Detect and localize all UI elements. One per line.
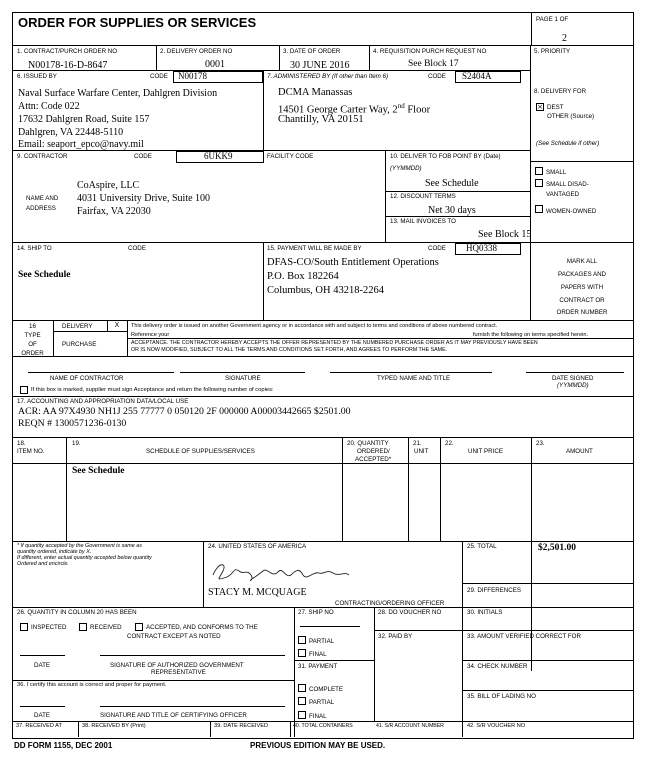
do-voucher-label: 28. DO VOUCHER NO <box>378 609 442 616</box>
small-disadvantaged-checkbox[interactable] <box>535 179 543 187</box>
officer-title: CONTRACTING/ORDERING OFFICER <box>335 600 445 607</box>
women-owned-checkbox[interactable] <box>535 205 543 213</box>
schedule-body: See Schedule <box>72 466 125 476</box>
block16-num: 16 <box>29 323 36 330</box>
delivery-note: (See Schedule if other) <box>536 140 600 147</box>
block16-order: ORDER <box>21 350 44 357</box>
final-label-31: FINAL <box>309 713 327 720</box>
schedule-num: 19. <box>72 440 81 447</box>
block16-furnish: furnish the following on terms specified herein. <box>473 332 589 338</box>
ship-to-label: 14. SHIP TO <box>17 245 52 252</box>
received-label: RECEIVED <box>90 624 122 631</box>
item-no-num: 18. <box>17 440 26 447</box>
check-number-label: 34. CHECK NUMBER <box>467 663 528 670</box>
small-checkbox[interactable] <box>535 167 543 175</box>
issued-by-line-5: Email: seaport_epco@navy.mil <box>18 139 144 150</box>
payment-line-3: Columbus, OH 43218-2264 <box>267 285 384 296</box>
officer-signature <box>205 553 355 587</box>
mark-all-line-4: CONTRACT OR <box>559 297 605 304</box>
block16-delivery: DELIVERY <box>62 323 93 330</box>
administered-by-line-1: DCMA Manassas <box>278 87 353 98</box>
delivery-order-value: 0001 <box>205 59 225 70</box>
inspected-label: INSPECTED <box>31 624 67 631</box>
mark-all-line-2: PACKAGES AND <box>557 271 607 278</box>
footer-edition-note: PREVIOUS EDITION MAY BE USED. <box>250 741 386 750</box>
quantity-label-2: ORDERED/ <box>357 448 390 455</box>
accounting-label: 17. ACCOUNTING AND APPROPRIATION DATA/LOCAL USE <box>17 398 189 405</box>
inspected-checkbox[interactable] <box>20 623 28 631</box>
issued-by-code-label: CODE <box>150 73 168 80</box>
administered-by-line-2: 14501 George Carter Way, 2nd Floor <box>278 102 431 116</box>
contract-number-value: N00178-16-D-8647 <box>28 60 108 71</box>
mark-all-line-5: ORDER NUMBER <box>556 309 608 316</box>
partial-checkbox-31[interactable] <box>298 697 306 705</box>
dest-label: DEST <box>547 104 564 111</box>
accounting-line-2: REQN # 1300571236-0130 <box>18 418 127 429</box>
issued-by-line-2: Attn: Code 022 <box>18 101 80 112</box>
date-signed-label: DATE SIGNED <box>552 375 594 382</box>
requisition-value: See Block 17 <box>408 59 459 69</box>
accepted-label-1: ACCEPTED, AND CONFORMS TO THE <box>146 624 258 631</box>
footer-form-id: DD FORM 1155, DEC 2001 <box>14 741 113 750</box>
qty-note-1: * If quantity accepted by the Government is same as <box>17 543 142 549</box>
contractor-code: 6UKK9 <box>204 151 233 161</box>
facility-code-label: FACILITY CODE <box>267 153 314 160</box>
discount-terms-value: Net 30 days <box>428 205 476 216</box>
mark-all-line-1: MARK ALL <box>566 258 598 265</box>
contractor-code-label: CODE <box>134 153 152 160</box>
block16-acceptance-1: ACCEPTANCE. THE CONTRACTOR HEREBY ACCEPTS THE OFFER REPRESENTED BY THE NUMBERED PURCHASE ORDER AS IT MAY PREVIOUSLY HAVE BEEN <box>131 340 538 346</box>
return-copies-checkbox[interactable] <box>20 386 28 394</box>
requisition-label: 4. REQUISITION PURCH REQUEST NO <box>373 48 487 55</box>
sig-title-label: SIGNATURE AND TITLE OF CERTIFYING OFFICER <box>100 712 247 719</box>
mail-invoices-value: See Block 15 <box>478 229 532 240</box>
total-containers-label: 40. TOTAL CONTAINERS <box>293 723 353 729</box>
accepted-label-2: CONTRACT EXCEPT AS NOTED <box>127 633 221 640</box>
date-label-36: DATE <box>34 712 51 719</box>
final-checkbox-31[interactable] <box>298 711 306 719</box>
item-no-label: ITEM NO. <box>17 448 45 455</box>
contractor-line-3: Fairfax, VA 22030 <box>77 206 151 217</box>
deliver-to-label: 10. DELIVER TO FOB POINT BY (Date) <box>390 153 501 160</box>
mark-all-line-3: PAPERS WITH <box>560 284 604 291</box>
block16-type: TYPE <box>24 332 41 339</box>
amount-num: 23. <box>536 440 545 447</box>
date-label-26: DATE <box>34 662 51 669</box>
quantity-label-3: ACCEPTED* <box>355 456 392 463</box>
payment-line-2: P.O. Box 182264 <box>267 271 339 282</box>
paid-by-label: 32. PAID BY <box>378 633 413 640</box>
unit-price-label: UNIT PRICE <box>468 448 503 455</box>
differences-label: 29. DIFFERENCES <box>467 587 521 594</box>
ship-to-value: See Schedule <box>18 270 71 280</box>
received-at-label: 37. RECEIVED AT <box>16 723 62 729</box>
small-disadvantaged-label-1: SMALL DISAD- <box>546 181 589 188</box>
quantity-label-1: 20. QUANTITY <box>347 440 389 447</box>
block16-purchase: PURCHASE <box>62 341 97 348</box>
officer-name: STACY M. MCQUAGE <box>208 587 307 598</box>
payment-line-1: DFAS-CO/South Entitlement Operations <box>267 257 439 268</box>
schedule-label: SCHEDULE OF SUPPLIES/SERVICES <box>146 448 255 455</box>
unit-price-num: 22. <box>445 440 454 447</box>
certify-label: 36. I certify this account is correct and proper for payment. <box>17 682 167 688</box>
deliver-to-sub: (YYMMDD) <box>390 165 422 172</box>
accounting-line-1: ACR: AA 97X4930 NH1J 255 77777 0 050120 2F 000000 A00003442665 $2501.00 <box>18 406 351 417</box>
payment-code-label: CODE <box>428 245 446 252</box>
qty-note-2: quantity ordered, indicate by X. <box>17 549 92 555</box>
amount-verified-label: 33. AMOUNT VERIFIED CORRECT FOR <box>467 633 581 640</box>
received-by-label: 38. RECEIVED BY (Print) <box>82 723 146 729</box>
contractor-line-2: 4031 University Drive, Suite 100 <box>77 193 211 204</box>
received-checkbox[interactable] <box>79 623 87 631</box>
administered-by-label: 7. ADMINISTERED BY (If other than Item 6) <box>267 73 389 80</box>
accepted-checkbox[interactable] <box>135 623 143 631</box>
sig-auth-label-2: REPRESENTATIVE <box>151 669 206 676</box>
discount-terms-label: 12. DISCOUNT TERMS <box>390 193 456 200</box>
administered-by-code: S2404A <box>462 71 492 81</box>
partial-checkbox-27[interactable] <box>298 636 306 644</box>
delivery-order-label: 2. DELIVERY ORDER NO <box>160 48 233 55</box>
typed-name-label: TYPED NAME AND TITLE <box>377 375 451 382</box>
qty-note-3: If different, enter actual quantity accepted below quantity <box>17 555 152 561</box>
date-of-order-value: 30 JUNE 2016 <box>290 60 350 71</box>
mail-invoices-label: 13. MAIL INVOICES TO <box>390 218 456 225</box>
complete-checkbox[interactable] <box>298 684 306 692</box>
name-of-contractor-label: NAME OF CONTRACTOR <box>50 375 124 382</box>
issued-by-code: N00178 <box>178 71 207 81</box>
qty-note-4: Ordered and encircle. <box>17 561 69 567</box>
signature-label: SIGNATURE <box>225 375 261 382</box>
bill-of-lading-label: 35. BILL OF LADING NO <box>467 693 536 700</box>
final-label-27: FINAL <box>309 651 327 658</box>
small-disadvantaged-label-2: VANTAGED <box>546 191 580 198</box>
deliver-to-value: See Schedule <box>425 178 479 189</box>
form-title: ORDER FOR SUPPLIES OR SERVICES <box>18 15 257 30</box>
page-label: PAGE 1 OF <box>536 16 569 23</box>
block16-x-mark: X <box>114 322 120 329</box>
unit-label: UNIT <box>414 448 429 455</box>
contractor-line-1: CoAspire, LLC <box>77 180 140 191</box>
name-and-label: NAME AND <box>26 195 59 202</box>
priority-label: 5. PRIORITY <box>534 48 571 55</box>
return-copies-label: If this box is marked, supplier must sign Acceptance and return the following number of copies: <box>31 387 274 393</box>
block16-acceptance-2: OR IS NOW MODIFIED, SUBJECT TO ALL THE TERMS AND CONDITIONS SET FORTH, AND AGREES TO PERFORM THE SAME. <box>131 347 448 353</box>
address-label: ADDRESS <box>26 205 56 212</box>
block16-delivery-text: This delivery order is issued on another Government agency or in accordance with and subject to terms and conditions of above numbered contract. <box>131 323 498 329</box>
issued-by-line-4: Dahlgren, VA 22448-5110 <box>18 127 124 138</box>
date-of-order-label: 3. DATE OF ORDER <box>283 48 341 55</box>
dest-checkbox[interactable]: × <box>537 103 543 111</box>
women-owned-label: WOMEN-OWNED <box>546 208 597 215</box>
sr-voucher-label: 42. S/R VOUCHER NO <box>467 723 526 729</box>
block16-of: OF <box>28 341 37 348</box>
payment-label: 15. PAYMENT WILL BE MADE BY <box>267 245 362 252</box>
other-source-label: OTHER (Source) <box>547 113 595 120</box>
total-label: 25. TOTAL <box>467 543 497 550</box>
initials-label: 30. INITIALS <box>467 609 503 616</box>
final-checkbox-27[interactable] <box>298 649 306 657</box>
unit-num: 21. <box>413 440 422 447</box>
total-value: $2,501.00 <box>538 543 576 553</box>
small-label: SMALL <box>546 169 567 176</box>
sr-account-label: 41. S/R ACCOUNT NUMBER <box>376 723 444 729</box>
amount-label: AMOUNT <box>566 448 593 455</box>
usa-label: 24. UNITED STATES OF AMERICA <box>208 543 307 550</box>
administered-by-code-label: CODE <box>428 73 446 80</box>
complete-label: COMPLETE <box>309 686 344 693</box>
partial-label-31: PARTIAL <box>309 699 335 706</box>
payment-code: HQ0338 <box>466 243 497 253</box>
ship-to-code-label: CODE <box>128 245 146 252</box>
payment-31-label: 31. PAYMENT <box>298 663 338 670</box>
issued-by-line-3: 17632 Dahlgren Road, Suite 157 <box>18 114 150 125</box>
ship-no-label: 27. SHIP NO <box>298 609 334 616</box>
date-signed-format: (YYMMDD) <box>557 382 589 389</box>
block16-reference: Reference your <box>131 332 170 338</box>
contract-number-label: 1. CONTRACT/PURCH ORDER NO <box>17 48 118 55</box>
issued-by-line-1: Naval Surface Warfare Center, Dahlgren Division <box>18 88 218 99</box>
administered-by-line-3: Chantilly, VA 20151 <box>278 114 364 125</box>
date-received-label: 39. DATE RECEIVED <box>214 723 268 729</box>
qty-col20-label: 26. QUANTITY IN COLUMN 20 HAS BEEN <box>17 609 137 616</box>
contractor-label: 9. CONTRACTOR <box>17 153 68 160</box>
issued-by-label: 6. ISSUED BY <box>17 73 57 80</box>
delivery-for-label: 8. DELIVERY FOR <box>534 88 587 95</box>
partial-label-27: PARTIAL <box>309 638 335 645</box>
sig-auth-label-1: SIGNATURE OF AUTHORIZED GOVERNMENT <box>110 662 244 669</box>
page-total: 2 <box>562 33 567 44</box>
